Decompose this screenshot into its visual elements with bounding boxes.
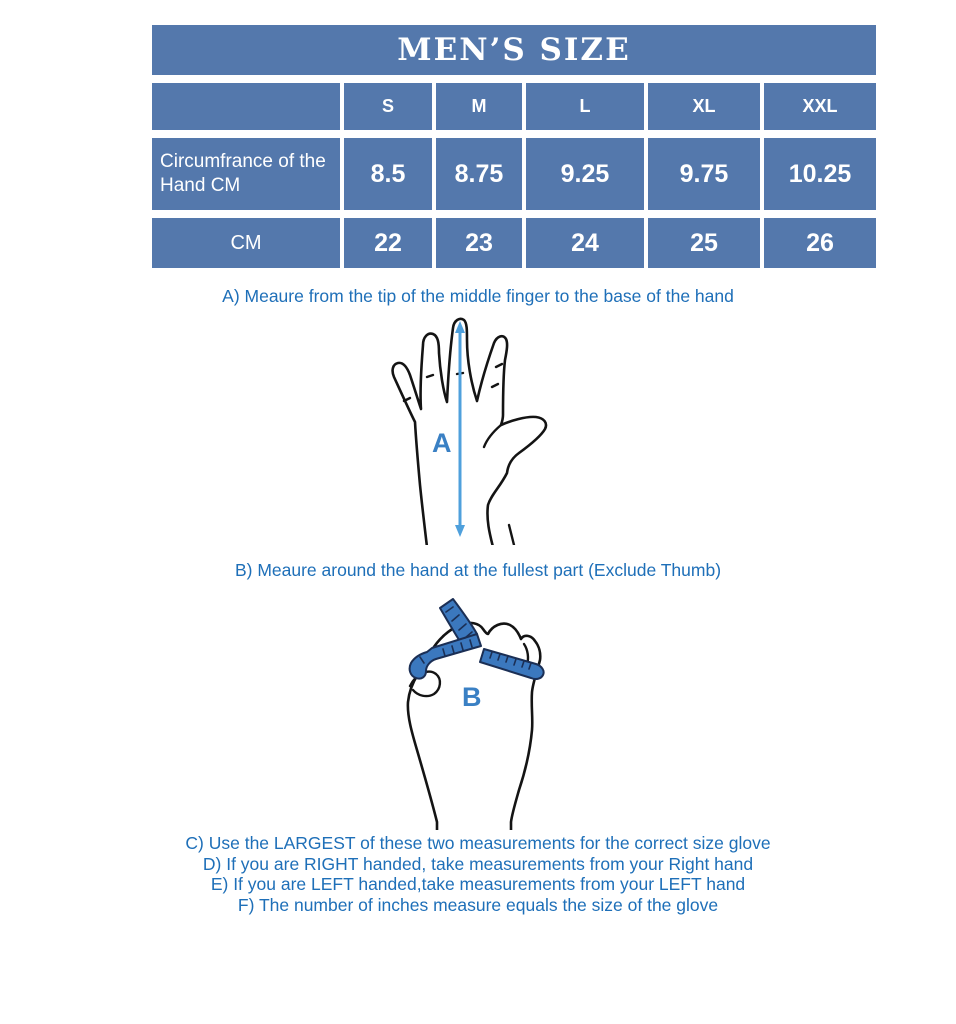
table-grid (152, 83, 876, 268)
size-header-xl: XL (648, 83, 760, 130)
instruction-f: F) The number of inches measure equals the size of the glove (237, 894, 719, 915)
cm-value-s: 22 (344, 218, 432, 268)
table-title: MEN’S SIZE (152, 25, 876, 75)
cm-value-xxl: 26 (764, 218, 876, 268)
circumference-value-l: 9.25 (526, 138, 644, 210)
instructions-c-to-f (0, 833, 956, 915)
open-hand-outline (393, 319, 546, 545)
figure-a-label: A (432, 428, 452, 458)
instruction-b: B) Meaure around the hand at the fullest part (Exclude Thumb) (234, 560, 722, 580)
circumference-value-xl: 9.75 (648, 138, 760, 210)
table-corner-cell (152, 83, 340, 130)
circumference-value-s: 8.5 (344, 138, 432, 210)
instruction-d: D) If you are RIGHT handed, take measurements from your Right hand (202, 853, 754, 874)
size-header-xxl: XXL (764, 83, 876, 130)
instruction-e: E) If you are LEFT handed,take measurements from your LEFT hand (210, 874, 746, 895)
size-header-m: M (436, 83, 522, 130)
cm-value-m: 23 (436, 218, 522, 268)
circumference-value-xxl: 10.25 (764, 138, 876, 210)
instruction-a: A) Meaure from the tip of the middle finger to the base of the hand (222, 286, 734, 306)
cm-value-l: 24 (526, 218, 644, 268)
size-header-l: L (526, 83, 644, 130)
figure-b-label: B (462, 682, 482, 712)
row-label-circumference: Circumfrance of the Hand CM (152, 138, 340, 210)
open-hand-measurement-figure (360, 315, 590, 545)
cm-value-xl: 25 (648, 218, 760, 268)
fist-measurement-figure (380, 590, 600, 830)
size-header-s: S (344, 83, 432, 130)
instruction-c: C) Use the LARGEST of these two measurements for the correct size glove (185, 833, 771, 853)
row-label-cm: CM (152, 218, 340, 268)
mens-size-table (152, 25, 876, 268)
circumference-value-m: 8.75 (436, 138, 522, 210)
